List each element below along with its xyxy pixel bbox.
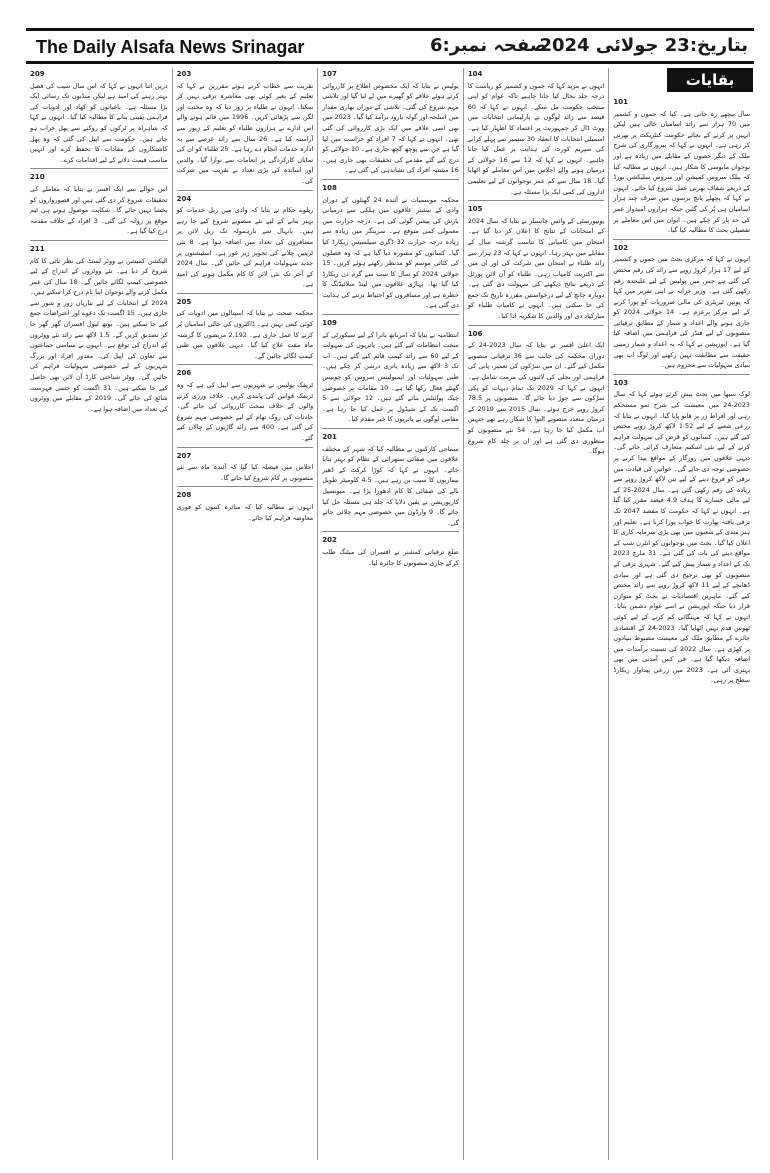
story-text: محکمہ صحت نے بتایا کہ اسپتالوں میں ادویات کی کوئی کمی نہیں ہے۔ ڈاکٹروں کی خالی اسامیاں پُر کرنے کا عمل جاری ہے۔ 2,192 مریضوں کا گزشتہ ماہ مفت علاج کیا گیا۔ دیہی علاقوں میں طبی کیمپ لگائے جائیں گے۔ bbox=[176, 309, 314, 360]
story-divider bbox=[177, 190, 314, 191]
story-text: انہوں نے مزید کہا کہ جموں و کشمیر کو ریاست کا درجہ جلد بحال کیا جانا چاہیے تاکہ عوام کو اپنی منتخب حکومت مل سکے۔ انہوں نے کہا کہ 60 فیصد سے زائد لوگوں نے پارلیمانی انتخابات میں ووٹ ڈال کر جمہوریت پر اعتماد کا اظہار کیا ہے۔ اسمبلی انتخابات کا انعقاد 30 ستمبر سے پہلے کرانے کی سپریم کورٹ کی ہدایت پر عمل کیا جانا چاہیے۔ انہوں نے کہا کہ 12 سے 16 جولائی کے درمیان ہونے والے اجلاس میں اس معاملے کو اٹھایا گیا۔ 18 سال سے کم عمر نوجوانوں کے لیے تعلیمی اداروں کی کمی ایک بڑا مسئلہ ہے۔ bbox=[467, 81, 605, 196]
story-divider bbox=[613, 239, 750, 240]
story-divider bbox=[177, 486, 314, 487]
story-divider bbox=[322, 428, 459, 429]
story-divider bbox=[322, 314, 459, 315]
story bbox=[613, 243, 750, 375]
story bbox=[322, 183, 459, 315]
story bbox=[30, 69, 168, 169]
story-text: دریں اثنا انہوں نے کہا کہ اس سال سیب کی فصل بہتر رہنے کی امید ہے لیکن منڈیوں تک رسائی ایک بڑا مسئلہ ہے۔ باغبانوں کو کھاد اور ادویات کی فراہمی یقینی بنانے کا مطالبہ کیا گیا۔ انہوں نے کہا کہ شاہراہ پر ٹرکوں کو روکنے سے پھل خراب ہو جاتے ہیں۔ حکومت سے اپیل کی گئی کہ وہ پھل کاشتکاروں کے مفادات کا تحفظ کرے اور انہیں مناسب قیمت دلانے کے لیے اقدامات کرے۔ bbox=[30, 81, 168, 164]
story-divider bbox=[177, 364, 314, 365]
column bbox=[26, 68, 172, 1160]
story-number: 206 bbox=[176, 369, 192, 378]
story-number: 104 bbox=[467, 70, 483, 78]
story-number: 109 bbox=[322, 319, 337, 328]
story-text: ضلع ترقیاتی کمشنر نے افسران کی میٹنگ طلب کرکے جاری منصوبوں کا جائزہ لیا۔ bbox=[322, 547, 459, 567]
newspaper-page bbox=[26, 28, 754, 1160]
story bbox=[177, 297, 314, 366]
story bbox=[468, 204, 605, 326]
story-text: لوک سبھا میں بجٹ پیش کرتے ہوئے کہا کہ سال 2023-24 میں معیشت کی شرح نمو مستحکم رہی اور افراط زر پر قابو پایا گیا۔ انہوں نے بتایا کہ زرعی شعبے کے لیے 1.52 لاکھ کروڑ روپے مختص کیے گئے ہیں۔ کسانوں کو قرض کی سہولت فراہم کرنے کے لیے نئی اسکیم متعارف کرائی جائے گی۔ دیہی علاقوں میں روزگار کے مواقع پیدا کرنے پر خصوصی توجہ دی جائے گی۔ خواتین کی قیادت میں ترقی کو فروغ دینے کے لیے تین لاکھ کروڑ روپے سے زیادہ کی رقم رکھی گئی ہے۔ سال 2024-25 کے لیے مالی خسارے کا ہدف 4.9 فیصد مقرر کیا گیا ہے۔ انہوں نے کہا کہ حکومت کا مقصد 2047 تک ترقی یافتہ بھارت کا خواب پورا کرنا ہے۔ تعلیم اور ہنر مندی کے شعبوں میں بھی بڑی سرمایہ کاری کا اعلان کیا گیا۔ بجٹ میں نوجوانوں کو انٹرن شپ کے مواقع دینے کی بات کی گئی ہے۔ 31 مارچ 2023 تک کے اعداد و شمار پیش کیے گئے۔ شہری ترقی کے منصوبوں کو بھی ترجیح دی گئی ہے اور بنیادی ڈھانچے کے لیے 11 لاکھ کروڑ روپے سے زائد مختص کیے گئے۔ ماہرین اقتصادیات نے بجٹ کو متوازن قرار دیا جبکہ اپوزیشن نے اسے عوام دشمن بتایا۔ انہوں نے کہا کہ مہنگائی کم کرنے کے لیے کوئی ٹھوس قدم نہیں اٹھایا گیا۔ 2023-24 کے اقتصادی جائزے کے مطابق ملک کی معیشت مضبوط بنیادوں پر کھڑی ہے۔ سال 2022 کی نسبت برآمدات میں اضافہ دیکھا گیا ہے۔ فی کس آمدنی میں بھی بہتری آئی ہے۔ 2023 میں زرعی پیداوار ریکارڈ سطح پر رہی۔ bbox=[613, 390, 751, 685]
story-text: پولیس نے بتایا کہ ایک مخصوص اطلاع پر کارروائی کرتے ہوئے علاقے کو گھیرے میں لے لیا گیا اور تلاشی مہم شروع کی گئی۔ تلاشی کے دوران بھاری مقدار میں اسلحہ اور گولہ بارود برآمد کیا گیا۔ 2023 میں بھی اسی علاقے میں ایک بڑی کارروائی کی گئی تھی۔ انہوں نے کہا کہ 7 افراد کو حراست میں لیا گیا ہے جن سے پوچھ گچھ جاری ہے۔ 10 جولائی کو درج کیے گئے مقدمے کی تحقیقات بھی جاری ہیں۔ 16 مشتبہ افراد کی نشاندہی کی گئی ہے۔ bbox=[322, 81, 459, 175]
story-divider bbox=[322, 531, 459, 532]
story bbox=[613, 378, 750, 686]
story-number: 208 bbox=[176, 491, 192, 500]
story-number: 202 bbox=[322, 536, 337, 545]
story-number: 101 bbox=[613, 98, 629, 106]
story-text: انتظامیہ نے بتایا کہ امرناتھ یاترا کے لیے سیکورٹی کے سخت انتظامات کیے گئے ہیں۔ یاتریوں کی سہولت کے لیے 60 سے زائد کیمپ قائم کیے گئے ہیں۔ اب تک 3 لاکھ سے زیادہ یاتری درشن کر چکے ہیں۔ طبی سہولیات اور ایمبولینس سروس کو چوبیس گھنٹے فعال رکھا گیا ہے۔ 10 مقامات پر خصوصی چیک پوائنٹس بنائے گئے ہیں۔ 12 جولائی سے 5 اگست تک کے شیڈول پر عمل کیا جا رہا ہے۔ مقامی لوگوں نے یاتریوں کا خیر مقدم کیا۔ bbox=[322, 330, 459, 424]
story-text: اس حوالے سے ایک افسر نے بتایا کہ معاملے کی تحقیقات شروع کر دی گئی ہیں اور قصورواروں کو بخشا نہیں جائے گا۔ شکایت موصول ہوتے ہی ٹیم موقع پر روانہ کی گئی۔ 3 افراد کے خلاف مقدمہ درج کیا گیا ہے۔ bbox=[30, 184, 168, 236]
story bbox=[322, 69, 459, 180]
story bbox=[177, 69, 314, 191]
story bbox=[177, 368, 314, 447]
masthead-title: The Daily Alsafa News Srinagar bbox=[36, 37, 305, 57]
story-text: تقریب سے خطاب کرتے ہوئے مقررین نے کہا کہ تعلیم کے بغیر کوئی بھی معاشرہ ترقی نہیں کر سکتا۔ انہوں نے طلباء پر زور دیا کہ وہ محنت اور لگن سے پڑھائی کریں۔ 1996 میں قائم ہونے والے اس ادارے نے ہزاروں طلباء کو تعلیم کے زیور سے آراستہ کیا ہے۔ 26 سال سے زائد عرصے سے یہ ادارہ خدمات انجام دے رہا ہے۔ 25 طلباء کو ان کی نمایاں کارکردگی پر انعامات سے نوازا گیا۔ والدین اور اساتذہ کی بڑی تعداد نے تقریب میں شرکت کی۔ bbox=[176, 81, 314, 185]
story bbox=[30, 244, 168, 415]
page-number: صفحہ نمبر:6 bbox=[430, 35, 548, 56]
story bbox=[177, 451, 314, 488]
story bbox=[613, 97, 750, 240]
story bbox=[177, 490, 314, 523]
column bbox=[317, 68, 463, 1160]
story-text: ریلوے حکام نے بتایا کہ وادی میں ریل خدمات کو بہتر بنانے کے لیے نئے منصوبے شروع کیے جا رہے ہیں۔ بانہال سے بارہمولہ تک ریل لائن پر مسافروں کی تعداد میں اضافہ ہوا ہے۔ 8 نئی ٹرینیں چلانے کی تجویز زیر غور ہے۔ اسٹیشنوں پر جدید سہولیات فراہم کی جائیں گی۔ سال 2024 کے آخر تک نئی لائن کا کام مکمل ہونے کی امید ہے۔ bbox=[176, 206, 314, 289]
story-number: 102 bbox=[613, 243, 629, 252]
story bbox=[30, 172, 168, 241]
story-text: ایک اعلیٰ افسر نے بتایا کہ سال 2023-24 کے دوران محکمہ کی جانب سے 36 ترقیاتی منصوبے مکمل کیے گئے۔ ان میں سڑکوں کی تعمیر، پانی کی فراہمی اور بجلی کی لائنوں کی مرمت شامل ہے۔ انہوں نے کہا کہ 2029 تک تمام دیہات کو پکی سڑکوں سے جوڑ دیا جائے گا۔ منصوبوں پر 78.5 کروڑ روپے خرچ ہوئے۔ سال 2015 سے 2019 کے درمیان متعدد منصوبے التوا کا شکار رہے تھے جنہیں اب مکمل کیا جا رہا ہے۔ 54 نئے منصوبوں کو منظوری دی گئی ہے اور ان پر جلد کام شروع ہوگا۔ bbox=[467, 341, 605, 456]
story-divider bbox=[468, 200, 605, 201]
story-number: 105 bbox=[467, 205, 483, 214]
story-number: 205 bbox=[176, 297, 192, 306]
story bbox=[322, 318, 459, 429]
issue-date: بتاریخ:23 جولائی 2024 bbox=[539, 35, 748, 56]
story-text: سال پیچھے رہ جاتی ہے۔ کیا کہ جموں و کشمیر میں 70 ہزار سے زائد اسامیاں خالی ہیں لیکن انہیں پر کرنے کے بجائے حکومت کنٹریکٹ پر بھرتی کر رہی ہے۔ انہوں نے کہا کہ بیروزگاری کی شرح ملک کے دیگر حصوں کے مقابلے میں زیادہ ہے اور نوجوان مایوسی کا شکار ہیں۔ انہوں نے مطالبہ کیا کہ پبلک سروس کمیشن اور سروس سلیکشن بورڈ کے ذریعے شفاف بھرتی عمل شروع کیا جائے۔ انہوں نے کہا کہ پچھلے پانچ برسوں میں صرف چند ہزار اسامیاں ہی پُر کی گئیں جبکہ ہزاروں امیدوار عمر کی حد پار کر چکے ہیں۔ ایوان میں اس معاملے پر تفصیلی بحث کا مطالبہ کیا گیا۔ bbox=[613, 109, 750, 235]
story bbox=[322, 535, 459, 568]
story-number: 209 bbox=[30, 70, 45, 78]
story-number: 201 bbox=[322, 433, 337, 441]
story-number: 203 bbox=[176, 70, 192, 78]
story-divider bbox=[177, 293, 314, 294]
story-divider bbox=[322, 179, 459, 180]
column bbox=[608, 68, 754, 1160]
story bbox=[322, 432, 459, 532]
story bbox=[468, 329, 605, 457]
story-divider bbox=[30, 168, 168, 169]
article-columns bbox=[26, 68, 754, 1160]
story-number: 108 bbox=[322, 183, 337, 192]
story-text: محکمہ موسمیات نے آئندہ 24 گھنٹوں کے دوران وادی کے بیشتر علاقوں میں ہلکی سے درمیانی بارش کی پیشن گوئی کی ہے۔ درجہ حرارت میں معمولی کمی متوقع ہے۔ سرینگر میں زیادہ سے زیادہ درجہ حرارت 32 ڈگری سیلسیس ریکارڈ کیا گیا۔ کسانوں کو مشورہ دیا گیا ہے کہ وہ فصلوں کی کٹائی موسم کو مدنظر رکھتے ہوئے کریں۔ 15 جولائی 2024 کو سال کا سب سے گرم دن ریکارڈ کیا گیا تھا۔ پہاڑی علاقوں میں لینڈ سلائیڈنگ کا خطرہ ہے اور مسافروں کو احتیاط برتنے کی ہدایت دی گئی ہے۔ bbox=[322, 195, 459, 310]
story-number: 211 bbox=[30, 244, 45, 253]
story-divider bbox=[613, 374, 750, 375]
story-number: 207 bbox=[176, 451, 192, 460]
story-divider bbox=[468, 325, 605, 326]
story bbox=[177, 194, 314, 294]
section-title: بقایات bbox=[667, 68, 753, 92]
story-text: انہوں نے مطالبہ کیا کہ متاثرہ کنبوں کو فوری معاوضہ فراہم کیا جائے۔ bbox=[176, 502, 314, 522]
story-divider bbox=[30, 240, 168, 241]
column bbox=[463, 68, 609, 1160]
story-text: انہوں نے کہا کہ مرکزی بجٹ میں جموں و کشمیر کے لیے 17 ہزار کروڑ روپے سے زائد کی رقم مختص کی گئی ہے جس میں پولیس کے لیے علیحدہ رقم رکھی گئی ہے۔ وزیر خزانہ نے اپنی تقریر میں کہا کہ یونین ٹیریٹری کی مالی ضروریات کو پورا کرنے کے لیے مرکز پرعزم ہے۔ 14 جولائی 2024 کو جاری ہونے والے اعداد و شمار کے مطابق ترقیاتی منصوبوں کے لیے فنڈز کی فراہمی میں اضافہ کیا گیا ہے۔ اپوزیشن نے کہا کہ یہ اعداد و شمار زمینی حقیقت سے مطابقت نہیں رکھتے اور لوگ اب بھی بنیادی سہولیات سے محروم ہیں۔ bbox=[613, 255, 750, 370]
masthead bbox=[26, 28, 754, 64]
story-text: سماجی کارکنوں نے مطالبہ کیا کہ شہر کے مختلف علاقوں میں صفائی ستھرائی کے نظام کو بہتر بنایا جائے۔ انہوں نے کہا کہ کوڑا کرکٹ کے ڈھیر بیماریوں کا سبب بن رہے ہیں۔ 4.5 کلومیٹر طویل نالے کی صفائی کا کام ادھورا پڑا ہے۔ میونسپل کارپوریشن نے یقین دلایا کہ جلد ہی مسئلہ حل کیا جائے گا۔ 9 وارڈوں میں خصوصی مہم چلائی جائے گی۔ bbox=[322, 444, 459, 527]
story-text: یونیورسٹی کے وائس چانسلر نے بتایا کہ سال 2024 کے امتحانات کے نتائج کا اعلان کر دیا گیا ہے۔ امتحان میں کامیابی کا تناسب گزشتہ سال کے مقابلے میں بہتر رہا۔ انہوں نے کہا کہ 23 ہزار سے زائد طلباء نے امتحان میں شرکت کی اور ان میں سے اکثریت کامیاب رہی۔ طلباء کو آن لائن پورٹل کے ذریعے نتائج دیکھنے کی سہولت دی گئی ہے۔ دوبارہ جانچ کے لیے درخواستیں مقررہ تاریخ تک جمع کی جا سکتی ہیں۔ انہوں نے کامیاب طلباء کو مبارکباد دی اور والدین کا شکریہ ادا کیا۔ bbox=[467, 216, 605, 321]
story bbox=[468, 69, 605, 201]
story-number: 107 bbox=[322, 70, 337, 78]
story-number: 103 bbox=[613, 378, 629, 387]
story-number: 210 bbox=[30, 173, 45, 182]
column bbox=[172, 68, 318, 1160]
story-text: ٹریفک پولیس نے شہریوں سے اپیل کی ہے کہ وہ ٹریفک قوانین کی پابندی کریں۔ خلاف ورزی کرنے والوں کے خلاف سخت کارروائی کی جائے گی۔ حادثات کی روک تھام کے لیے خصوصی مہم شروع کی گئی ہے۔ 400 سے زائد گاڑیوں کے چالان کیے گئے۔ bbox=[176, 381, 314, 442]
story-number: 204 bbox=[176, 194, 192, 203]
story-text: اجلاس میں فیصلہ کیا گیا کہ آئندہ ماہ سے نئے منصوبوں پر کام شروع کیا جائے گا۔ bbox=[176, 463, 314, 482]
story-divider bbox=[177, 447, 314, 448]
story-text: الیکشن کمیشن نے ووٹر لسٹ کی نظر ثانی کا کام شروع کر دیا ہے۔ نئے ووٹروں کے اندراج کے لیے خصوصی کیمپ لگائے جائیں گے۔ 18 سال کی عمر مکمل کرنے والے نوجوان اپنا نام درج کرا سکتے ہیں۔ 2024 کے انتخابات کے لیے تیاریاں زور و شور سے جاری ہیں۔ 15 اگست تک دعوے اور اعتراضات جمع کیے جا سکتے ہیں۔ بوتھ لیول افسران گھر گھر جا کر تصدیق کریں گے۔ 1.5 لاکھ سے زائد نئے ووٹروں کے اندراج کی توقع ہے۔ انہوں نے سیاسی جماعتوں سے تعاون کی اپیل کی۔ معذور افراد اور بزرگ شہریوں کے لیے خصوصی سہولیات فراہم کی جائیں گی۔ ووٹر شناختی کارڈ آن لائن بھی حاصل کیے جا سکتے ہیں۔ 31 اگست کو حتمی فہرست شائع کی جائے گی۔ 2019 کے مقابلے میں ووٹروں کی تعداد میں اضافہ ہوا ہے۔ bbox=[30, 256, 168, 413]
story-number: 106 bbox=[467, 329, 483, 338]
